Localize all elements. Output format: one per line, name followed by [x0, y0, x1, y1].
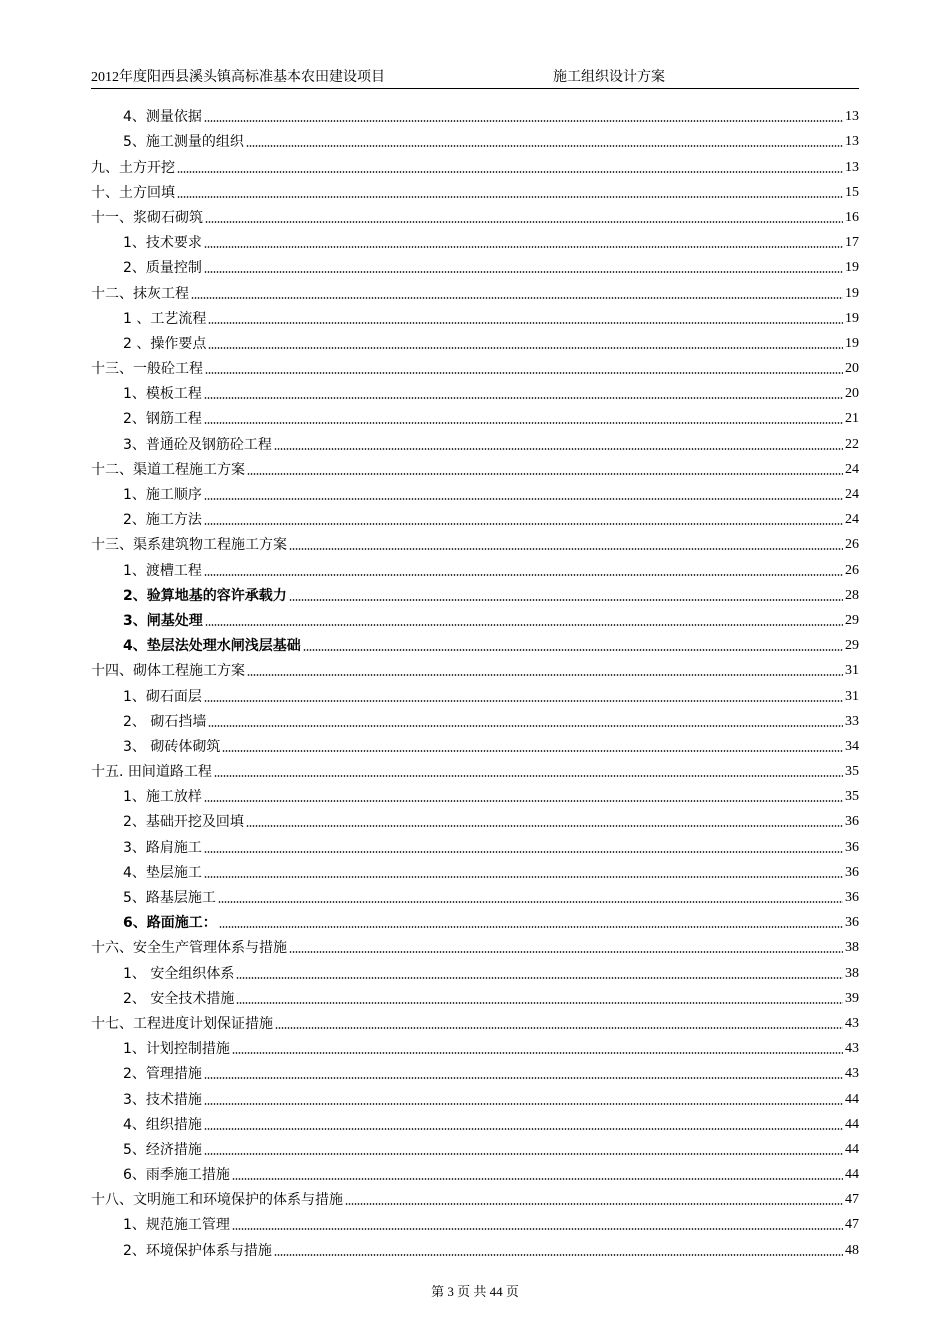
toc-entry[interactable] [91, 806, 859, 831]
toc-entry-page-number: 43 [845, 1066, 859, 1082]
toc-entry-label: 3、 砌砖体砌筑 [123, 738, 221, 755]
toc-leader-dots [247, 674, 843, 676]
toc-entry-label: 1、渡槽工程 [123, 562, 202, 579]
toc-entry-page-number: 31 [845, 663, 859, 679]
toc-entry[interactable] [91, 983, 859, 1008]
toc-leader-dots [275, 1027, 843, 1029]
toc-entry-label: 九、土方开挖 [91, 159, 175, 176]
toc-entry[interactable] [91, 706, 859, 731]
toc-entry-label: 2、 砌石挡墙 [123, 713, 207, 730]
toc-entry[interactable] [91, 504, 859, 529]
toc-entry-page-number: 22 [845, 436, 859, 452]
page-footer: 第 3 页 共 44 页 [431, 1284, 519, 1299]
toc-leader-dots [205, 624, 843, 626]
toc-entry-page-number: 38 [845, 965, 859, 981]
toc-entry-label: 3、闸基处理 [123, 612, 203, 629]
toc-entry[interactable] [91, 328, 859, 353]
toc-entry-label: 十四、砌体工程施工方案 [91, 663, 245, 680]
toc-entry[interactable] [91, 957, 859, 982]
toc-entry-label: 十二、抹灰工程 [91, 285, 189, 302]
toc-entry-label: 6、路面施工： [123, 915, 217, 932]
toc-entry[interactable] [91, 378, 859, 403]
toc-entry-page-number: 24 [845, 512, 859, 528]
toc-entry-label: 4、垫层法处理水闸浅层基础 [123, 638, 301, 655]
toc-entry-label: 2、施工方法 [123, 512, 202, 529]
toc-entry-label: 1、计划控制措施 [123, 1041, 230, 1058]
toc-entry-label: 2、管理措施 [123, 1066, 202, 1083]
toc-entry-label: 5、施工测量的组织 [123, 134, 244, 151]
toc-entry-label: 5、经济措施 [123, 1141, 202, 1158]
toc-leader-dots [236, 977, 843, 979]
header-project-title: 2012年度阳西县溪头镇高标准基本农田建设项目 [91, 70, 385, 85]
toc-entry[interactable] [91, 479, 859, 504]
toc-entry[interactable] [91, 1008, 859, 1033]
toc-leader-dots [204, 1153, 843, 1155]
toc-leader-dots [274, 1254, 843, 1256]
toc-entry-page-number: 19 [845, 310, 859, 326]
toc-entry[interactable] [91, 554, 859, 579]
toc-entry[interactable] [91, 1184, 859, 1209]
toc-entry-page-number: 44 [845, 1167, 859, 1183]
toc-leader-dots [345, 1203, 843, 1205]
toc-entry-page-number: 48 [845, 1242, 859, 1258]
toc-entry-label: 3、技术措施 [123, 1091, 202, 1108]
toc-entry-page-number: 29 [845, 612, 859, 628]
toc-leader-dots [232, 1052, 843, 1054]
toc-entry-label: 十一、浆砌石砌筑 [91, 209, 203, 226]
toc-entry-label: 4、垫层施工 [123, 864, 202, 881]
toc-entry-label: 3、路肩施工 [123, 839, 202, 856]
toc-entry[interactable] [91, 202, 859, 227]
toc-entry-page-number: 47 [845, 1217, 859, 1233]
toc-entry[interactable] [91, 1033, 859, 1058]
toc-leader-dots [274, 448, 843, 450]
toc-entry[interactable] [91, 630, 859, 655]
toc-entry-label: 十三、一般砼工程 [91, 361, 203, 378]
toc-leader-dots [208, 322, 843, 324]
toc-entry[interactable] [91, 907, 859, 932]
toc-entry-page-number: 36 [845, 890, 859, 905]
toc-entry[interactable] [91, 252, 859, 277]
toc-entry-label: 2、环境保护体系与措施 [123, 1242, 272, 1259]
toc-leader-dots [205, 221, 843, 223]
toc-entry-page-number: 38 [845, 940, 859, 956]
toc-leader-dots [232, 1178, 843, 1180]
toc-entry-page-number: 43 [845, 1015, 859, 1031]
toc-entry-label: 十七、工程进度计划保证措施 [91, 1015, 273, 1032]
header-document-title: 施工组织设计方案 [553, 70, 665, 85]
toc-entry-page-number: 43 [845, 1041, 859, 1057]
toc-entry-page-number: 13 [845, 109, 859, 125]
toc-entry-label: 3、普通砼及钢筋砼工程 [123, 436, 272, 453]
toc-entry-label: 2、 安全技术措施 [123, 990, 235, 1007]
toc-entry[interactable] [91, 227, 859, 252]
toc-entry-page-number: 20 [845, 386, 859, 402]
toc-entry-label: 十八、文明施工和环境保护的体系与措施 [91, 1192, 343, 1209]
toc-entry[interactable] [91, 1058, 859, 1083]
toc-entry-page-number: 29 [845, 638, 859, 654]
toc-entry-page-number: 35 [845, 789, 859, 805]
table-of-contents [91, 101, 859, 1260]
toc-entry[interactable] [91, 1209, 859, 1234]
toc-entry-label: 2、验算地基的容许承载力 [123, 587, 287, 604]
toc-entry-label: 5、路基层施工 [123, 890, 216, 906]
toc-entry[interactable] [91, 680, 859, 705]
toc-entry-page-number: 39 [845, 990, 859, 1006]
toc-entry[interactable] [91, 126, 859, 151]
toc-leader-dots [232, 1228, 843, 1230]
toc-entry-page-number: 34 [845, 738, 859, 754]
toc-entry-page-number: 31 [845, 688, 859, 704]
toc-entry-page-number: 36 [845, 864, 859, 880]
toc-leader-dots [204, 1077, 843, 1079]
toc-entry[interactable] [91, 1083, 859, 1108]
toc-entry-page-number: 36 [845, 814, 859, 830]
toc-leader-dots [219, 926, 843, 928]
toc-entry-label: 4、测量依据 [123, 109, 202, 126]
toc-leader-dots [204, 574, 843, 576]
toc-leader-dots [177, 171, 843, 173]
toc-entry[interactable] [91, 580, 859, 605]
toc-entry[interactable] [91, 831, 859, 856]
toc-entry-label: 十六、安全生产管理体系与措施 [91, 940, 287, 957]
toc-entry-label: 1 、工艺流程 [123, 310, 207, 327]
toc-entry-label: 1、模板工程 [123, 386, 202, 403]
toc-entry-page-number: 26 [845, 562, 859, 578]
toc-leader-dots [222, 750, 843, 752]
toc-entry-label: 4、组织措施 [123, 1116, 202, 1133]
toc-leader-dots [208, 725, 843, 727]
toc-entry-page-number: 44 [845, 1141, 859, 1157]
toc-entry[interactable] [91, 756, 859, 781]
toc-entry-label: 2 、操作要点 [123, 335, 207, 352]
toc-entry[interactable] [91, 428, 859, 453]
toc-entry-label: 1、 安全组织体系 [123, 965, 235, 982]
toc-leader-dots [247, 473, 843, 475]
toc-entry-page-number: 19 [845, 335, 859, 351]
toc-entry-label: 1、施工顺序 [123, 487, 202, 503]
toc-entry-label: 十五. 田间道路工程 [91, 764, 212, 781]
toc-entry-page-number: 47 [845, 1192, 859, 1208]
toc-entry[interactable] [91, 277, 859, 302]
toc-entry-label: 1、施工放样 [123, 789, 202, 806]
toc-entry-label: 2、基础开挖及回填 [123, 814, 244, 831]
toc-entry-page-number: 13 [845, 134, 859, 150]
toc-entry[interactable] [91, 1134, 859, 1159]
toc-entry-page-number: 28 [845, 587, 859, 603]
toc-entry[interactable] [91, 151, 859, 176]
toc-leader-dots [289, 951, 843, 953]
toc-entry[interactable] [91, 403, 859, 428]
toc-leader-dots [204, 800, 843, 802]
toc-entry[interactable] [91, 655, 859, 680]
toc-entry[interactable] [91, 1109, 859, 1134]
toc-entry-page-number: 44 [845, 1091, 859, 1107]
toc-entry-page-number: 44 [845, 1116, 859, 1132]
toc-entry-page-number: 33 [845, 713, 859, 729]
toc-entry-page-number: 15 [845, 184, 859, 200]
toc-leader-dots [218, 901, 843, 903]
toc-entry[interactable] [91, 882, 859, 907]
toc-entry-page-number: 24 [845, 487, 859, 502]
toc-leader-dots [289, 599, 843, 601]
toc-entry[interactable] [91, 529, 859, 554]
toc-leader-dots [204, 498, 843, 500]
toc-leader-dots [204, 700, 843, 702]
toc-entry[interactable] [91, 353, 859, 378]
toc-leader-dots [246, 825, 843, 827]
toc-entry[interactable] [91, 1159, 859, 1184]
toc-entry[interactable] [91, 454, 859, 479]
page-header [91, 64, 859, 89]
toc-entry[interactable] [91, 303, 859, 328]
toc-entry-page-number: 24 [845, 461, 859, 477]
toc-entry-label: 十二、渠道工程施工方案 [91, 461, 245, 478]
toc-entry-page-number: 20 [845, 361, 859, 377]
toc-leader-dots [204, 523, 843, 525]
toc-entry-page-number: 16 [845, 209, 859, 225]
toc-leader-dots [246, 145, 843, 147]
toc-entry-label: 十三、渠系建筑物工程施工方案 [91, 537, 287, 554]
toc-leader-dots [177, 196, 843, 198]
toc-entry[interactable] [91, 1234, 859, 1259]
toc-entry[interactable] [91, 177, 859, 202]
toc-leader-dots [204, 271, 843, 273]
toc-entry-page-number: 17 [845, 235, 859, 251]
toc-entry[interactable] [91, 781, 859, 806]
toc-leader-dots [204, 120, 843, 122]
toc-leader-dots [204, 851, 843, 853]
toc-entry-page-number: 21 [845, 411, 859, 427]
toc-leader-dots [204, 397, 843, 399]
toc-leader-dots [204, 422, 843, 424]
toc-entry-label: 1、砌石面层 [123, 688, 202, 705]
toc-entry-label: 6、雨季施工措施 [123, 1167, 230, 1184]
toc-entry[interactable] [91, 731, 859, 756]
toc-leader-dots [205, 372, 843, 374]
toc-entry[interactable] [91, 932, 859, 957]
toc-leader-dots [204, 876, 843, 878]
toc-entry-page-number: 26 [845, 537, 859, 553]
toc-entry-label: 1、规范施工管理 [123, 1217, 230, 1234]
toc-entry-label: 2、钢筋工程 [123, 411, 202, 428]
toc-leader-dots [208, 347, 843, 349]
toc-leader-dots [214, 775, 843, 777]
toc-leader-dots [204, 1128, 843, 1130]
toc-leader-dots [289, 548, 843, 550]
toc-entry-page-number: 19 [845, 260, 859, 276]
toc-entry-label: 2、质量控制 [123, 260, 202, 277]
toc-leader-dots [303, 649, 843, 651]
toc-leader-dots [204, 246, 843, 248]
toc-entry-page-number: 19 [845, 285, 859, 301]
toc-leader-dots [236, 1002, 843, 1004]
toc-entry-page-number: 36 [845, 839, 859, 855]
toc-entry-label: 1、技术要求 [123, 235, 202, 252]
toc-entry-page-number: 13 [845, 159, 859, 175]
toc-entry[interactable] [91, 857, 859, 882]
toc-leader-dots [191, 297, 843, 299]
toc-entry[interactable] [91, 605, 859, 630]
toc-leader-dots [204, 1103, 843, 1105]
toc-entry-page-number: 35 [845, 764, 859, 780]
toc-entry[interactable] [91, 101, 859, 126]
toc-entry-label: 十、土方回填 [91, 184, 175, 201]
toc-entry-page-number: 36 [845, 915, 859, 931]
